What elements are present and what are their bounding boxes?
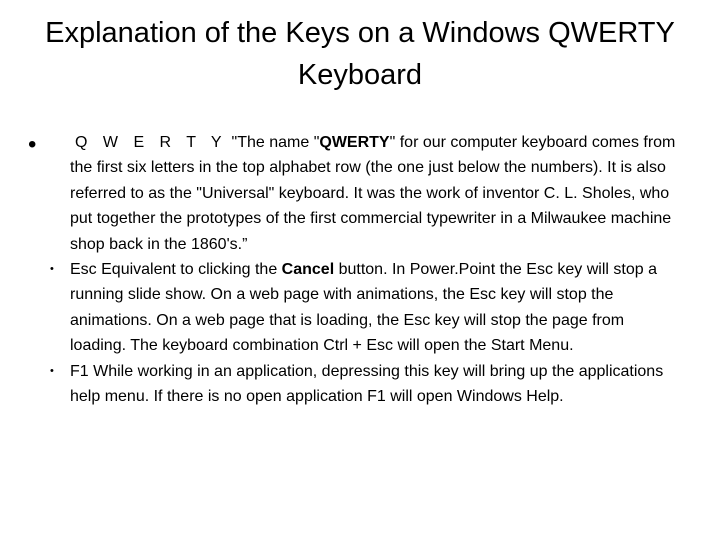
- bullet-mark: •: [50, 364, 54, 377]
- slide-title: Explanation of the Keys on a Windows QWERTY Keyboard: [45, 17, 675, 91]
- bullet-text: " for our computer keyboard comes from the first six letters in the top alphabet row (the one just below the numbers). It is also referred to as the "Universal" keyboard. It was the work of inventor C. L. Sholes, who put together the prototypes of the first commercial typewriter in a Milwaukee machine shop back in the 1860's.”: [70, 134, 676, 253]
- qwerty-letters: Q W E R T Y: [75, 134, 228, 151]
- bullet-bold-text: QWERTY: [319, 134, 390, 151]
- bullet-esc: [0, 257, 720, 359]
- bullet-mark: •: [50, 263, 54, 276]
- bullet-mark: •: [28, 131, 37, 158]
- bullet-text: button. In Power.Point the Esc key will stop a running slide show. On a web page with animations, the Esc key will stop the animations. On a web page that is loading, the Esc key will stop the page from loading. The keyboard combination Ctrl + Esc will open the Start Menu.: [70, 261, 657, 355]
- bullet-f1: [0, 359, 720, 410]
- bullet-bold-text: Cancel: [281, 261, 335, 279]
- bullet-text: "The name ": [231, 134, 320, 151]
- bullet-text: F1 While working in an application, depressing this key will bring up the applications help menu. If there is no open application F1 will open Windows Help.: [70, 362, 664, 406]
- bullet-list: [0, 131, 720, 409]
- bullet-text: Esc Equivalent to clicking the: [70, 261, 282, 279]
- bullet-qwerty: [0, 130, 720, 257]
